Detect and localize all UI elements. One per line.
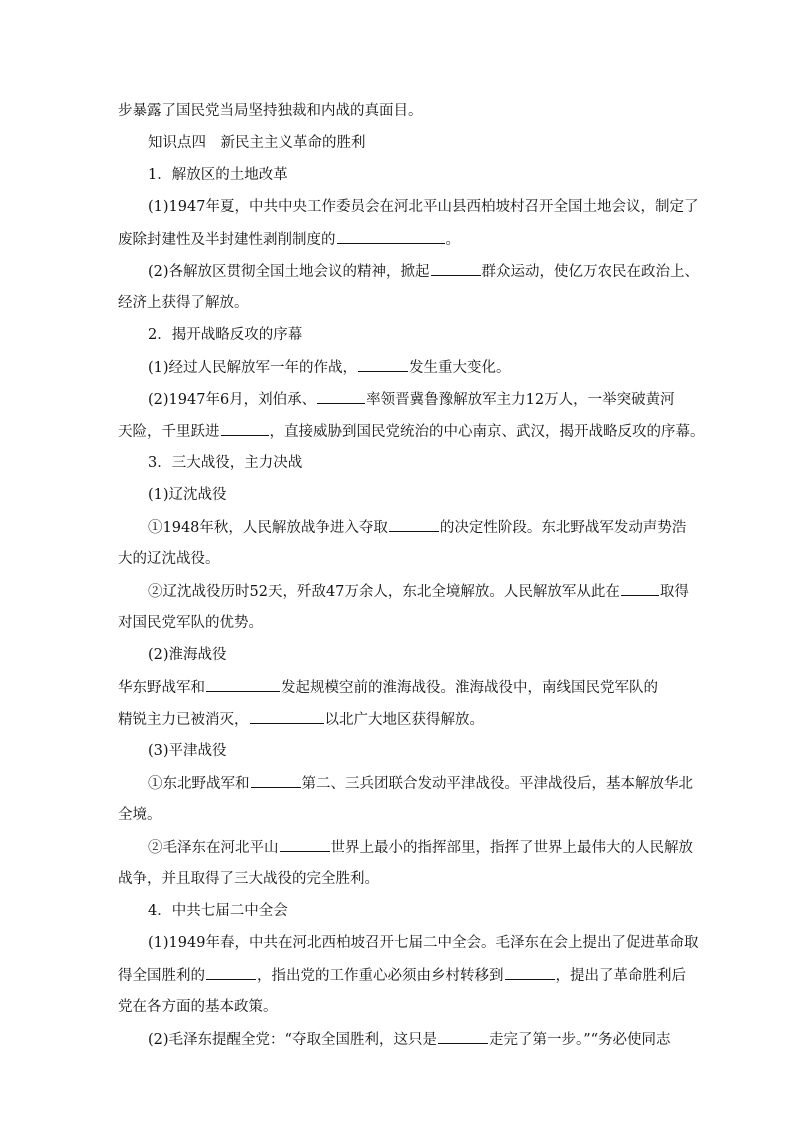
text-line: 经济上获得了解放。: [118, 295, 249, 311]
text-line: 全境。: [118, 807, 162, 823]
text-line: 华东野战军和 发起规模空前的淮海战役。淮海战役中，南线国民党军队的: [118, 677, 682, 698]
fill-blank[interactable]: [389, 517, 439, 532]
text-line: (2)毛泽东提醒全党：“夺取全国胜利，这只是 走完了第一步。”“务必使同志: [148, 1029, 682, 1050]
subsection-heading: 3．三大战役，主力决战: [148, 455, 303, 471]
text-line: 精锐主力已被消灭， 以北广大地区获得解放。: [118, 709, 682, 730]
text-line: (1)经过人民解放军一年的作战， 发生重大变化。: [148, 357, 682, 378]
text-line: ②毛泽东在河北平山 世界上最小的指挥部里，指挥了世界上最伟大的人民解放: [148, 837, 682, 858]
text-line: 对国民党军队的优势。: [118, 615, 263, 631]
fill-blank[interactable]: [621, 581, 659, 596]
fill-blank[interactable]: [251, 773, 301, 788]
fill-blank[interactable]: [206, 965, 256, 980]
text-line: ②辽沈战役历时52天，歼敌47万余人，东北全境解放。人民解放军从此在 取得: [148, 581, 682, 602]
text-line: 天险，千里跃进 ，直接威胁到国民党统治的中心南京、武汉，揭开战略反攻的序幕。: [118, 421, 682, 442]
text-line: (1)1949年春，中共在河北西柏坡召开七届二中全会。毛泽东在会上提出了促进革命取: [148, 935, 699, 951]
text-line: 得全国胜利的 ，指出党的工作重心必须由乡村转移到 ，提出了革命胜利后: [118, 965, 682, 986]
sub-heading: (3)平津战役: [148, 743, 227, 759]
text-line: (2)1947年6月，刘伯承、 率领晋冀鲁豫解放军主力12万人，一举突破黄河: [148, 389, 682, 410]
fill-blank[interactable]: [221, 421, 269, 436]
text-line: (2)各解放区贯彻全国土地会议的精神，掀起 群众运动，使亿万农民在政治上、: [148, 261, 682, 282]
section-heading: 知识点四 新民主主义革命的胜利: [148, 135, 366, 151]
fill-blank[interactable]: [250, 709, 324, 724]
sub-heading: (1)辽沈战役: [148, 487, 227, 503]
subsection-heading: 4．中共七届二中全会: [148, 903, 288, 919]
text-line: ①东北野战军和 第二、三兵团联合发动平津战役。平津战役后，基本解放华北: [148, 773, 682, 794]
fill-blank[interactable]: [431, 261, 481, 276]
fill-blank[interactable]: [358, 357, 408, 372]
fill-blank[interactable]: [206, 677, 280, 692]
fill-blank[interactable]: [317, 389, 365, 404]
fill-blank[interactable]: [438, 1029, 488, 1044]
fill-blank[interactable]: [337, 229, 445, 244]
fill-blank[interactable]: [505, 965, 555, 980]
text-line: 废除封建性及半封建性剥削制度的 。: [118, 229, 682, 250]
sub-heading: (2)淮海战役: [148, 647, 227, 663]
text-line: 党在各方面的基本政策。: [118, 999, 278, 1015]
text-line: 战争，并且取得了三大战役的完全胜利。: [118, 871, 379, 887]
text-line: 步暴露了国民党当局坚持独裁和内战的真面目。: [118, 103, 423, 119]
text-line: 大的辽沈战役。: [118, 551, 220, 567]
fill-blank[interactable]: [280, 837, 330, 852]
subsection-heading: 1．解放区的土地改革: [148, 167, 288, 183]
text-line: (1)1947年夏，中共中央工作委员会在河北平山县西柏坡村召开全国土地会议，制定了: [148, 199, 699, 215]
subsection-heading: 2．揭开战略反攻的序幕: [148, 327, 303, 343]
text-line: ①1948年秋，人民解放战争进入夺取 的决定性阶段。东北野战军发动声势浩: [148, 517, 682, 538]
